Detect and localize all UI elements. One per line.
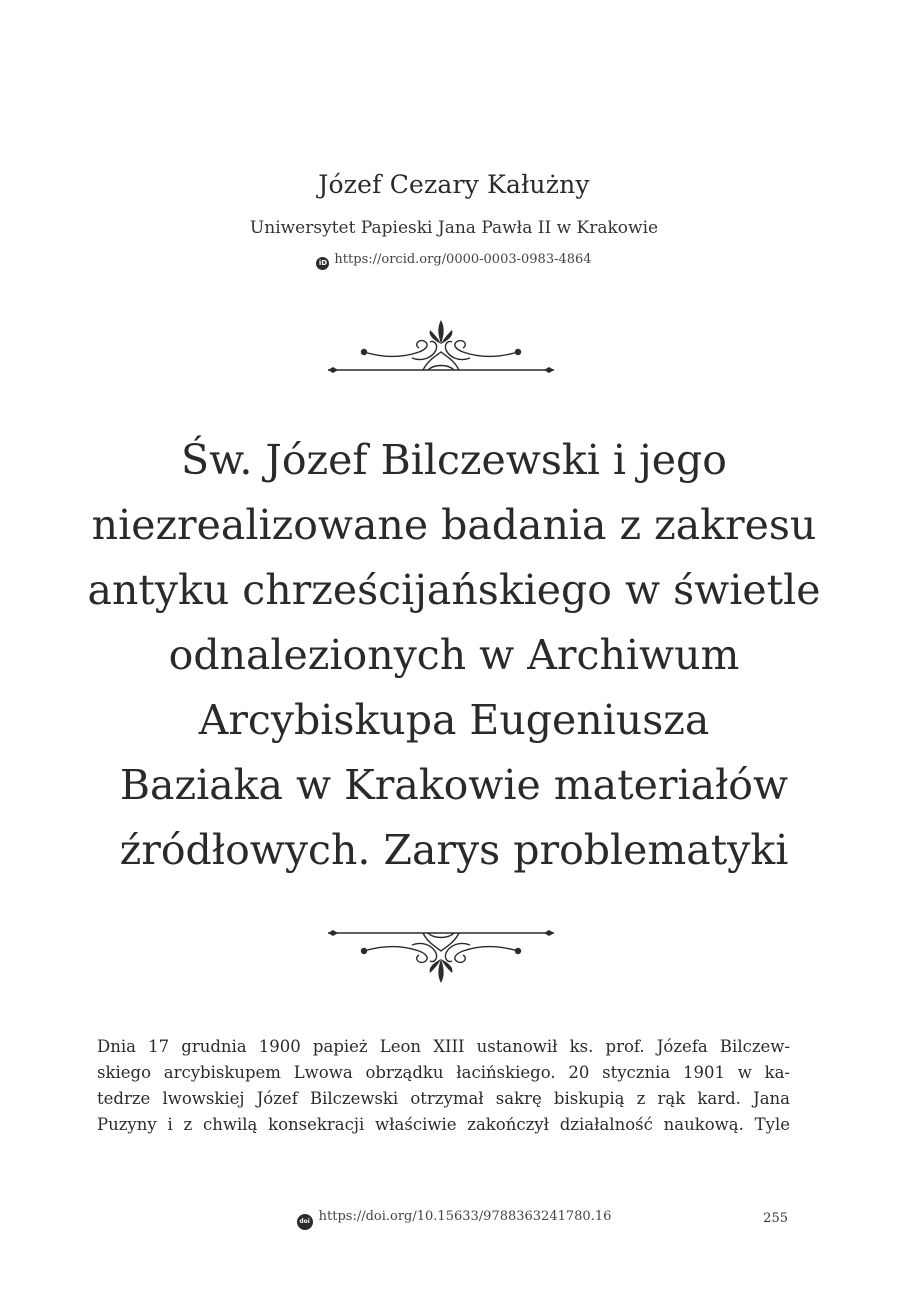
doi-link[interactable]: https://doi.org/10.15633/9788363241780.16 xyxy=(318,1209,612,1224)
page-number: 255 xyxy=(763,1211,788,1226)
title-line: Arcybiskupa Eugeniusza xyxy=(198,696,710,744)
article-title xyxy=(60,428,848,883)
orcid-icon: iD xyxy=(316,257,329,270)
title-line: Baziaka w Krakowie materiałów xyxy=(119,761,789,809)
flourish-ornament-bottom xyxy=(324,925,558,985)
orcid-link[interactable]: https://orcid.org/0000-0003-0983-4864 xyxy=(334,252,592,267)
author-affiliation: Uniwersytet Papieski Jana Pawła II w Krakowie xyxy=(249,218,659,238)
flourish-ornament-top xyxy=(324,318,558,378)
title-line: antyku chrześcijańskiego w świetle xyxy=(87,566,821,614)
doi-icon: doi xyxy=(297,1214,313,1230)
body-line: skiego arcybiskupem Lwowa obrządku łacińskiego. 20 stycznia 1901 w ka- xyxy=(97,1063,790,1082)
title-line: niezrealizowane badania z zakresu xyxy=(91,501,817,549)
author-name: Józef Cezary Kałużny xyxy=(318,170,590,199)
body-paragraph xyxy=(97,1034,790,1138)
orcid-line xyxy=(0,252,908,270)
body-line: Dnia 17 grudnia 1900 papież Leon XIII ustanowił ks. prof. Józefa Bilczew- xyxy=(97,1037,790,1056)
title-line: źródłowych. Zarys problematyki xyxy=(119,826,789,874)
title-line: Św. Józef Bilczewski i jego xyxy=(181,436,727,484)
title-line: odnalezionych w Archiwum xyxy=(168,631,740,679)
body-line: Puzyny i z chwilą konsekracji właściwie zakończył działalność naukową. Tyle xyxy=(97,1115,790,1134)
body-line: tedrze lwowskiej Józef Bilczewski otrzymał sakrę biskupią z rąk kard. Jana xyxy=(97,1089,790,1108)
